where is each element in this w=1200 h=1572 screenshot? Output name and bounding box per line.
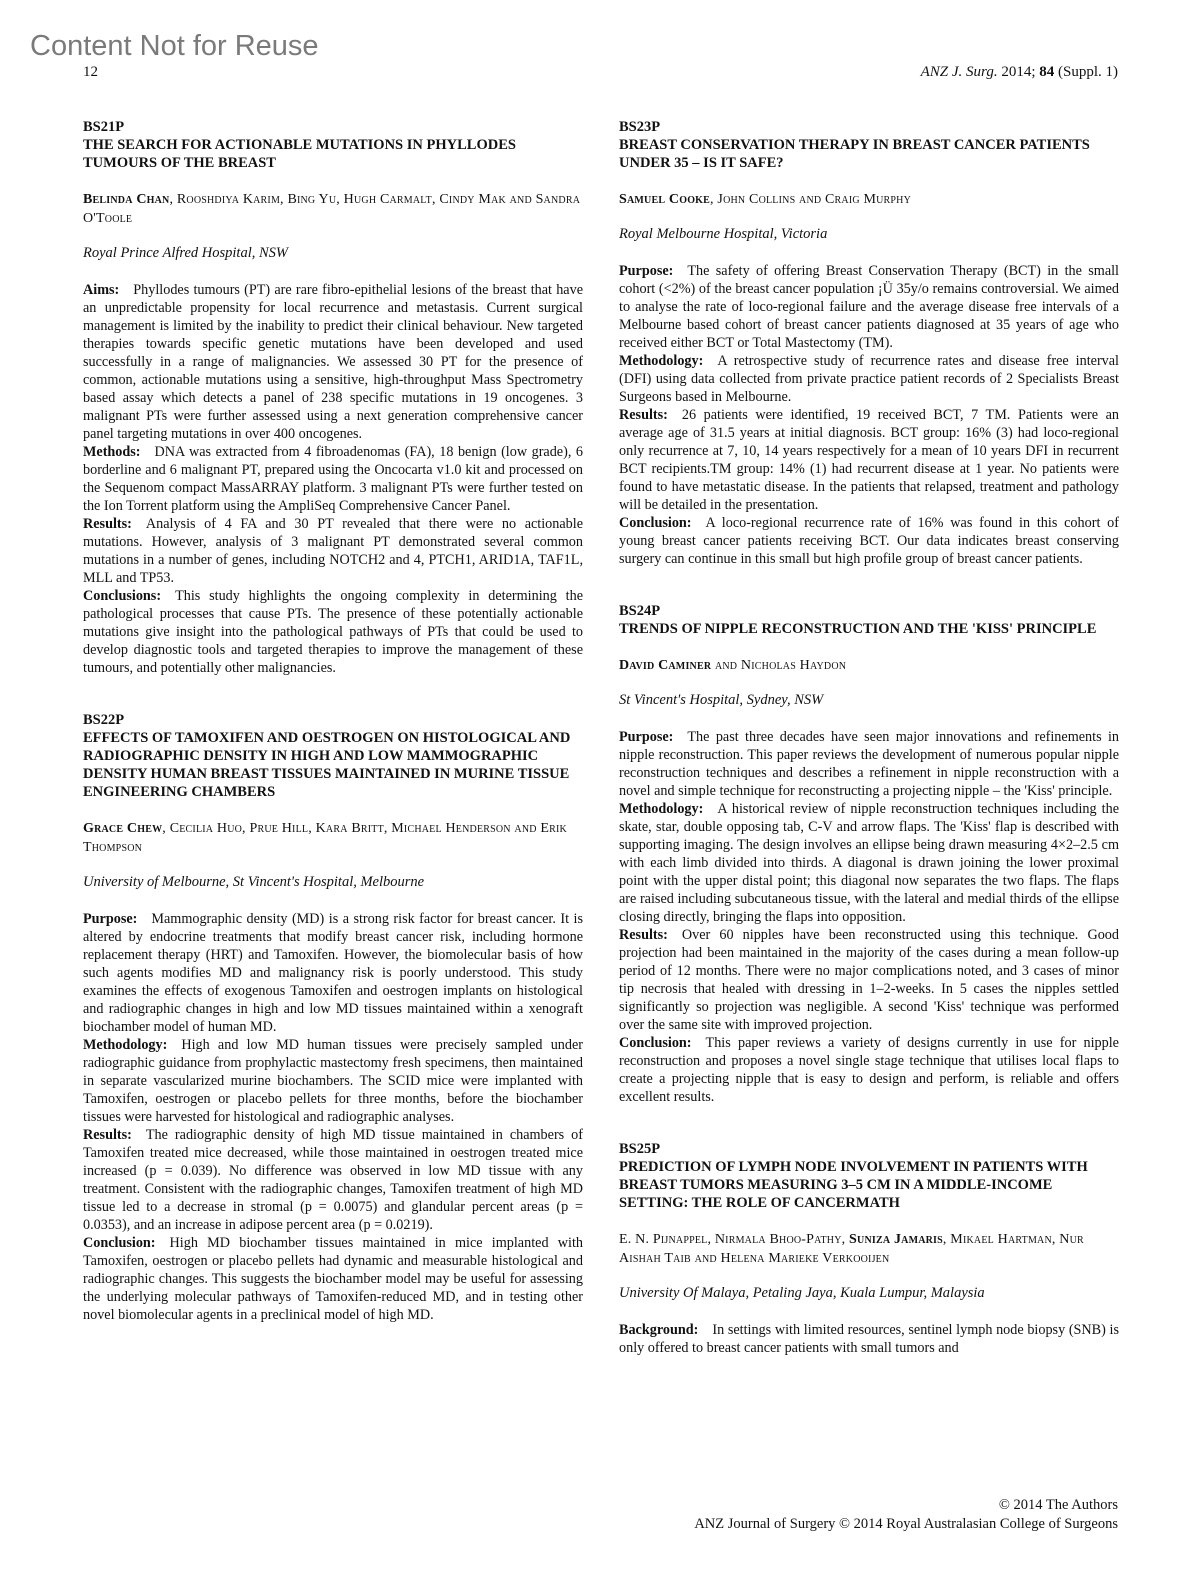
page-number: 12 xyxy=(83,64,98,80)
abstract-code: BS24P xyxy=(619,603,661,619)
section-results xyxy=(619,406,1119,514)
presenting-author: Grace Chew xyxy=(83,821,163,836)
section-text: This paper reviews a variety of designs currently in use for nipple reconstruction and proposes a novel single stage technique that utilises local flaps to create a projecting nipple that is easy to design and perform, is reliable and offers excellent results. xyxy=(619,1035,1119,1105)
abstract-affiliation: Royal Prince Alfred Hospital, NSW xyxy=(83,245,288,261)
abstract-body xyxy=(83,281,583,677)
section-label: Results: xyxy=(83,516,132,532)
section-text: Mammographic density (MD) is a strong risk factor for breast cancer. It is altered by endocrine treatments that modify breast cancer risk, including hormone replacement therapy (HRT) and Tamoxifen. However, the biomolecular basis of how such agents modifies MD and malignancy risk is poorly understood. This study examines the effects of exogenous Tamoxifen and oestrogen implants on histological and radiographic changes in high and low MD tissues maintained within a xenograft biochamber model of human MD. xyxy=(83,911,583,1035)
abstract-code: BS22P xyxy=(83,712,125,728)
abstract-bs24p xyxy=(619,602,1119,1106)
section-purpose xyxy=(619,262,1119,352)
abstract-code: BS23P xyxy=(619,119,661,135)
section-text: Analysis of 4 FA and 30 PT revealed that there were no actionable mutations. However, analysis of 3 malignant PT demonstrated several common mutations in a number of genes, including NOTCH2 and 4, PTCH1, ARID1A, TAF1L, MLL and TP53. xyxy=(83,516,583,586)
section-conclusion xyxy=(83,1234,583,1324)
presenting-author: Suniza Jamaris xyxy=(849,1232,943,1247)
section-label: Conclusion: xyxy=(619,1035,692,1051)
abstract-code: BS25P xyxy=(619,1141,661,1157)
abstract-authors xyxy=(619,1230,1119,1268)
co-authors: , Cecilia Huo, Prue Hill, Kara Britt, Michael Henderson and Erik Thompson xyxy=(83,821,567,855)
section-methodology xyxy=(83,1036,583,1126)
section-results xyxy=(619,926,1119,1034)
section-text: In settings with limited resources, sentinel lymph node biopsy (SNB) is only offered to breast cancer patients with small tumors and xyxy=(619,1322,1119,1356)
abstract-authors xyxy=(83,190,583,228)
section-purpose xyxy=(83,910,583,1036)
running-head xyxy=(921,64,1118,81)
section-text: 26 patients were identified, 19 received BCT, 7 TM. Patients were an average age of 31.5 years at initial diagnosis. BCT group: 16% (3) had loco-regional only recurrence at 7, 10, 14 years respectively for a mean of 10 years DFI in recurrent BCT recipients.TM group: 14% (1) had recurrent disease at 1 year. No patients were found to have metastatic disease. In the patients that relapsed, treatment and pathology will be detailed in the presentation. xyxy=(619,407,1119,513)
co-authors: , John Collins and Craig Murphy xyxy=(710,192,912,207)
copyright-footer xyxy=(694,1496,1118,1534)
abstract-title: THE SEARCH FOR ACTIONABLE MUTATIONS IN PHYLLODES TUMOURS OF THE BREAST xyxy=(83,137,516,171)
section-text: The safety of offering Breast Conservation Therapy (BCT) in the small cohort (<2%) of the breast cancer population ¡Ü 35y/o remains controversial. We aimed to analyse the rate of loco-regional failure and the average disease free intervals of a Melbourne based cohort of breast cancer patients diagnosed at 35 years of age who received either BCT or Total Mastectomy (TM). xyxy=(619,263,1119,351)
section-label: Results: xyxy=(83,1127,132,1143)
abstract-bs22p xyxy=(83,711,583,1324)
section-text: A retrospective study of recurrence rates and disease free interval (DFI) using data collected from private practice patient records of 2 Specialists Breast Surgeons based in Melbourne. xyxy=(619,353,1119,405)
section-methods xyxy=(83,443,583,515)
section-text: Over 60 nipples have been reconstructed using this technique. Good projection had been maintained in the majority of the cases during a mean follow-up period of 12 months. There were no major complications noted, and 3 cases of minor tip necrosis that healed with dressing in 1–2-weeks. In 5 cases the nipples settled significantly so projection was negligible. A second 'Kiss' technique was performed over the same site with improved projection. xyxy=(619,927,1119,1033)
abstract-affiliation: St Vincent's Hospital, Sydney, NSW xyxy=(619,692,824,708)
section-label: Methods: xyxy=(83,444,141,460)
presenting-author: Belinda Chan xyxy=(83,192,170,207)
section-text: High and low MD human tissues were precisely sampled under radiographic guidance from prophylactic mastectomy fresh specimens, then maintained in separate vascularized murine biochambers. The SCID mice were implanted with Tamoxifen, oestrogen or placebo pellets for three months, before the biochamber tissues were harvested for histological and radiographic analyses. xyxy=(83,1037,583,1125)
section-aims xyxy=(83,281,583,443)
abstract-authors xyxy=(83,819,583,857)
co-authors: , Rooshdiya Karim, Bing Yu, Hugh Carmalt, Cindy Mak and Sandra O'Toole xyxy=(83,192,581,226)
section-background xyxy=(619,1321,1119,1357)
watermark: Content Not for Reuse xyxy=(30,30,319,62)
section-label: Conclusion: xyxy=(83,1235,156,1251)
section-label: Results: xyxy=(619,407,668,423)
section-label: Results: xyxy=(619,927,668,943)
section-conclusions xyxy=(83,587,583,677)
section-text: This study highlights the ongoing complexity in determining the pathological processes that cause PTs. The presence of these potentially actionable mutations give insight into the pathological pathways of PTs that could be used to develop diagnostic tools and targeted therapies to improve the management of these tumours, and potentially other malignancies. xyxy=(83,588,583,676)
abstract-body xyxy=(619,1321,1119,1357)
section-text: Phyllodes tumours (PT) are rare fibro-epithelial lesions of the breast that have an unpredictable propensity for local recurrence and metastasis. Current surgical management is limited by the inability to predict their clinical behaviour. New targeted therapies towards specific genetic mutations have been developed and used successfully in a range of malignancies. We assessed 30 PT for the presence of common, actionable mutations using a sensitive, high-throughput Mass Spectrometry based assay which detects a panel of 238 specific mutations in 19 oncogenes. 3 malignant PTs were further assessed using a next generation comprehensive cancer panel targeting mutations in over 400 oncogenes. xyxy=(83,282,583,442)
abstract-body xyxy=(619,262,1119,568)
section-methodology xyxy=(619,352,1119,406)
abstract-title: EFFECTS OF TAMOXIFEN AND OESTROGEN ON HISTOLOGICAL AND RADIOGRAPHIC DENSITY IN HIGH AND LOW MAMMOGRAPHIC DENSITY HUMAN BREAST TISSUES MAINTAINED IN MURINE TISSUE ENGINEERING CHAMBERS xyxy=(83,730,571,800)
abstract-affiliation: University of Melbourne, St Vincent's Hospital, Melbourne xyxy=(83,874,425,890)
section-label: Purpose: xyxy=(83,911,138,927)
section-label: Methodology: xyxy=(619,801,704,817)
journal-volume: 84 xyxy=(1039,64,1055,80)
section-text: High MD biochamber tissues maintained in mice implanted with Tamoxifen, oestrogen or placebo pellets had dynamic and measurable histological and radiographic changes. This suggests the biochamber model may be useful for assessing the underlying molecular pathways of Tamoxifen-reduced MD, and in testing other novel biomolecular agents in a preclinical model of high MD. xyxy=(83,1235,583,1323)
section-label: Purpose: xyxy=(619,729,674,745)
section-label: Methodology: xyxy=(619,353,704,369)
section-text: A loco-regional recurrence rate of 16% was found in this cohort of young breast cancer patients receiving BCT. Our data indicates breast conserving surgery can continue in this small but high profile group of breast cancer patients. xyxy=(619,515,1119,567)
presenting-author: Samuel Cooke xyxy=(619,192,711,207)
journal-suppl: (Suppl. 1) xyxy=(1054,64,1118,80)
section-conclusion xyxy=(619,1034,1119,1106)
section-label: Purpose: xyxy=(619,263,674,279)
abstract-title: BREAST CONSERVATION THERAPY IN BREAST CANCER PATIENTS UNDER 35 – IS IT SAFE? xyxy=(619,137,1090,171)
journal-abbrev: ANZ J. Surg. xyxy=(920,64,998,80)
abstract-bs21p xyxy=(83,118,583,677)
section-conclusion xyxy=(619,514,1119,568)
abstract-authors xyxy=(619,656,1119,675)
abstract-code: BS21P xyxy=(83,119,125,135)
section-text: The past three decades have seen major innovations and refinements in nipple reconstruction. This paper reviews the development of numerous popular nipple reconstruction techniques and describes a refinement in nipple reconstruction with a novel and simple technique for reconstructing a projecting nipple – the 'Kiss' principle. xyxy=(619,729,1119,799)
presenting-author: David Caminer xyxy=(619,658,712,673)
section-label: Conclusions: xyxy=(83,588,162,604)
section-text: DNA was extracted from 4 fibroadenomas (FA), 18 benign (low grade), 6 borderline and 6 malignant PT, prepared using the Oncocarta v1.0 kit and processed on the Sequenom compact MassARRAY platform. 3 malignant PTs were further tested on the Ion Torrent platform using the AmpliSeq Comprehensive Cancer Panel. xyxy=(83,444,583,514)
journal-year: 2014; xyxy=(997,64,1040,80)
copyright-authors: © 2014 The Authors xyxy=(998,1497,1118,1513)
abstract-affiliation: Royal Melbourne Hospital, Victoria xyxy=(619,226,828,242)
abstract-bs25p xyxy=(619,1140,1119,1357)
left-column xyxy=(83,118,583,1358)
abstract-title: TRENDS OF NIPPLE RECONSTRUCTION AND THE 'KISS' PRINCIPLE xyxy=(619,621,1097,637)
section-methodology xyxy=(619,800,1119,926)
section-label: Methodology: xyxy=(83,1037,168,1053)
right-column xyxy=(619,118,1119,1391)
section-label: Conclusion: xyxy=(619,515,692,531)
abstract-body xyxy=(619,728,1119,1106)
section-label: Aims: xyxy=(83,282,120,298)
section-results xyxy=(83,1126,583,1234)
section-text: A historical review of nipple reconstruction techniques including the skate, star, double opposing tab, C-V and arrow flaps. The 'Kiss' flap is described with supporting imaging. The design involves an ellipse being drawn measuring 4×2–2.5 cm with each limb divided into thirds. A diagonal is drawn joining the lower proximal point with the upper distal point; this diagonal now separates the two flaps. The flaps are raised including subcutaneous tissue, with the lateral and medial thirds of the ellipse closing directly, bringing the flaps into opposition. xyxy=(619,801,1119,925)
abstract-bs23p xyxy=(619,118,1119,568)
abstract-body xyxy=(83,910,583,1324)
leading-authors: E. N. Pijnappel, Nirmala Bhoo-Pathy, xyxy=(619,1232,850,1247)
co-authors: and Nicholas Haydon xyxy=(711,658,847,673)
copyright-journal: ANZ Journal of Surgery © 2014 Royal Australasian College of Surgeons xyxy=(694,1516,1118,1532)
section-label: Background: xyxy=(619,1322,699,1338)
abstract-title: PREDICTION OF LYMPH NODE INVOLVEMENT IN PATIENTS WITH BREAST TUMORS MEASURING 3–5 CM IN A MIDDLE-INCOME SETTING: THE ROLE OF CANCERMATH xyxy=(619,1159,1088,1211)
abstract-affiliation: University Of Malaya, Petaling Jaya, Kuala Lumpur, Malaysia xyxy=(619,1285,985,1301)
section-text: The radiographic density of high MD tissue maintained in chambers of Tamoxifen treated mice decreased, while those maintained in oestrogen treated mice increased (p = 0.039). No difference was observed in low MD tissue with any treatment. Consistent with the radiographic changes, Tamoxifen treatment of high MD tissue led to a decrease in stromal (p = 0.0075) and glandular percent areas (p = 0.0353), and an increase in adipose percent area (p = 0.0219). xyxy=(83,1127,583,1233)
section-purpose xyxy=(619,728,1119,800)
abstract-authors xyxy=(619,190,1119,209)
section-results xyxy=(83,515,583,587)
co-authors: , Mikael Hartman, Nur Aishah Taib and Helena Marieke Verkooijen xyxy=(619,1232,1084,1266)
